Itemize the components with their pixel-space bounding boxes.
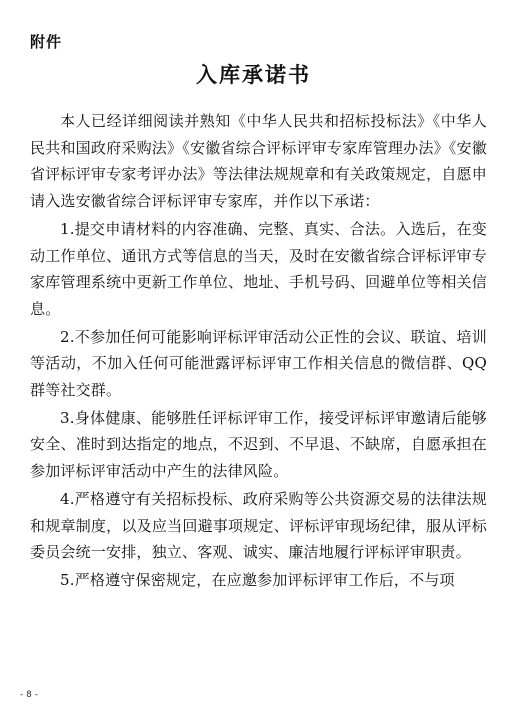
commitment-1: 1.提交申请材料的内容准确、完整、真实、合法。入选后，在变动工作单位、通讯方式等信息的当天，及时在安徽省综合评标评审专家库管理系统中更新工作单位、地址、手机号码、回避单位等相关信息。 — [30, 219, 487, 318]
attachment-label: 附件 — [30, 33, 63, 51]
document-body — [30, 108, 487, 595]
page-number: - 8 - — [20, 690, 38, 700]
commitment-4: 4.严格遵守有关招标投标、政府采购等公共资源交易的法律法规和规章制度，以及应当回避事项规定、评标评审现场纪律，服从评标委员会统一安排，独立、客观、诚实、廉洁地履行评标评审职责。 — [30, 489, 487, 562]
commitment-2: 2.不参加任何可能影响评标评审活动公正性的会议、联谊、培训等活动，不加入任何可能泄露评标评审工作相关信息的微信群、QQ群等社交群。 — [30, 327, 487, 400]
document-title: 入库承诺书 — [196, 62, 311, 87]
commitment-3: 3.身体健康、能够胜任评标评审工作，接受评标评审邀请后能够安全、准时到达指定的地点，不迟到、不早退、不缺席，自愿承担在参加评标评审活动中产生的法律风险。 — [30, 408, 487, 481]
commitment-5: 5.严格遵守保密规定，在应邀参加评标评审工作后，不与项 — [60, 570, 455, 589]
intro-paragraph: 本人已经详细阅读并熟知《中华人民共和招标投标法》《中华人民共和国政府采购法》《安徽省综合评标评审专家库管理办法》《安徽省评标评审专家考评办法》等法律法规规章和有关政策规定，自愿申请入选安徽省综合评标评审专家库，并作以下承诺： — [30, 112, 487, 211]
